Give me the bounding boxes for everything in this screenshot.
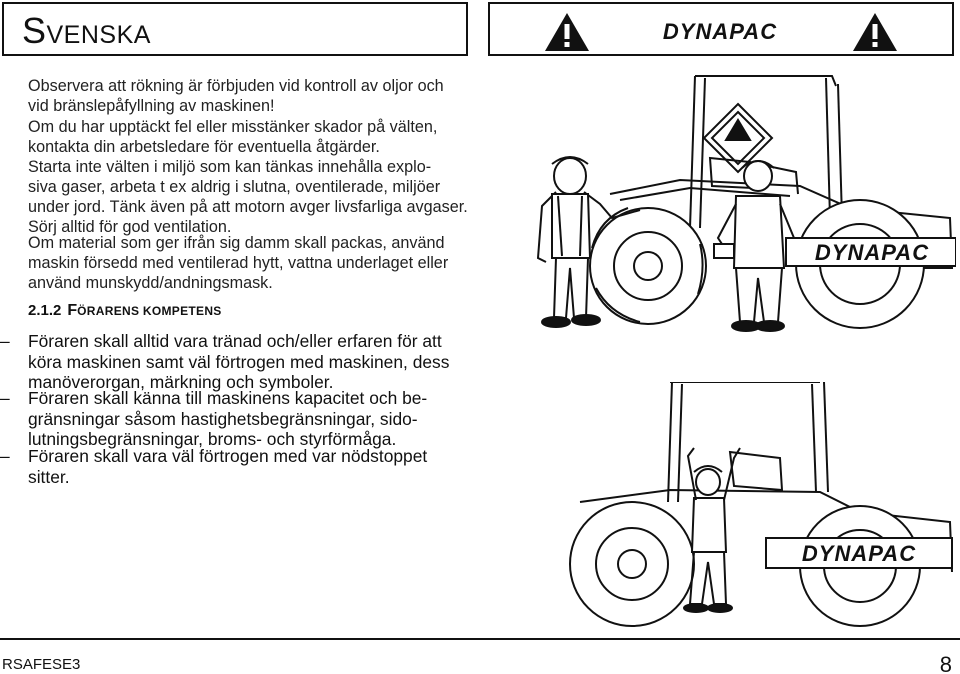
footer-rule [0, 638, 960, 640]
roller-inspection-illustration [500, 68, 956, 336]
paragraph-explosive-gases [28, 157, 468, 237]
paragraph-line: kontakta din arbetsledare för eventuella åtgärder. [28, 138, 380, 156]
paragraph-line: Om material som ger ifrån sig damm skall packas, använd [28, 234, 445, 252]
section-title-rest: ÖRARENS KOMPETENS [77, 304, 222, 318]
paragraph-smoking [28, 76, 444, 116]
language-title: Svenska [22, 10, 151, 51]
bullet-line: köra maskinen samt väl förtrogen med maskinen, dess [28, 351, 450, 372]
bullet-item [0, 331, 449, 393]
svg-text:DYNAPAC: DYNAPAC [662, 20, 778, 42]
bullet-line: Föraren skall vara väl förtrogen med var nödstoppet [28, 446, 428, 466]
paragraph-line: vid bränslepåfyllning av maskinen! [28, 97, 275, 115]
warning-triangle-icon [544, 12, 590, 52]
paragraph-line: siva gaser, arbeta t ex aldrig i slutna, oventilerade, miljöer [28, 178, 441, 196]
dynapac-logo [632, 20, 808, 42]
bullet-line: gränsningar såsom hastighetsbegränsningar, sido- [28, 408, 418, 429]
paragraph-line: använd munskydd/andningsmask. [28, 274, 273, 292]
paragraph-line: Sörj alltid för god ventilation. [28, 218, 232, 236]
bullet-line: sitter. [28, 466, 70, 487]
bullet-line: lutningsbegränsningar, broms- och styrförmåga. [28, 429, 397, 449]
bullet-line: Föraren skall alltid vara tränad och/eller erfaren för att [28, 331, 442, 351]
brand-header-box [488, 2, 954, 56]
bullet-dash: – [0, 331, 10, 351]
page-number: 8 [939, 652, 952, 674]
document-code: RSAFESE3 [2, 656, 81, 673]
paragraph-line: Observera att rökning är förbjuden vid kontroll av oljor och [28, 77, 444, 95]
bullet-item [0, 388, 427, 450]
section-heading [28, 302, 222, 320]
roller-brand-bottom: DYNAPAC [801, 541, 917, 566]
paragraph-line: under jord. Tänk även på att motorn avger livsfarliga avgaser. [28, 198, 468, 216]
paragraph-dust [28, 233, 448, 293]
language-header-box [2, 2, 468, 56]
section-title-initial: F [67, 302, 78, 319]
warning-triangle-icon [852, 12, 898, 52]
operator-climbing-illustration [520, 382, 956, 628]
paragraph-line: maskin försedd med ventilerad hytt, vattna underlaget eller [28, 254, 449, 272]
paragraph-damage [28, 117, 437, 157]
bullet-line: manöverorgan, märkning och symboler. [28, 372, 334, 392]
paragraph-line: Om du har upptäckt fel eller misstänker skador på välten, [28, 118, 438, 136]
bullet-item [0, 446, 427, 487]
bullet-dash: – [0, 388, 10, 408]
bullet-dash: – [0, 446, 10, 466]
section-number: 2.1.2 [28, 302, 62, 319]
bullet-line: Föraren skall känna till maskinens kapacitet och be- [28, 388, 428, 408]
paragraph-line: Starta inte välten i miljö som kan tänkas innehålla explo- [28, 158, 432, 176]
roller-brand-top: DYNAPAC [814, 240, 930, 265]
